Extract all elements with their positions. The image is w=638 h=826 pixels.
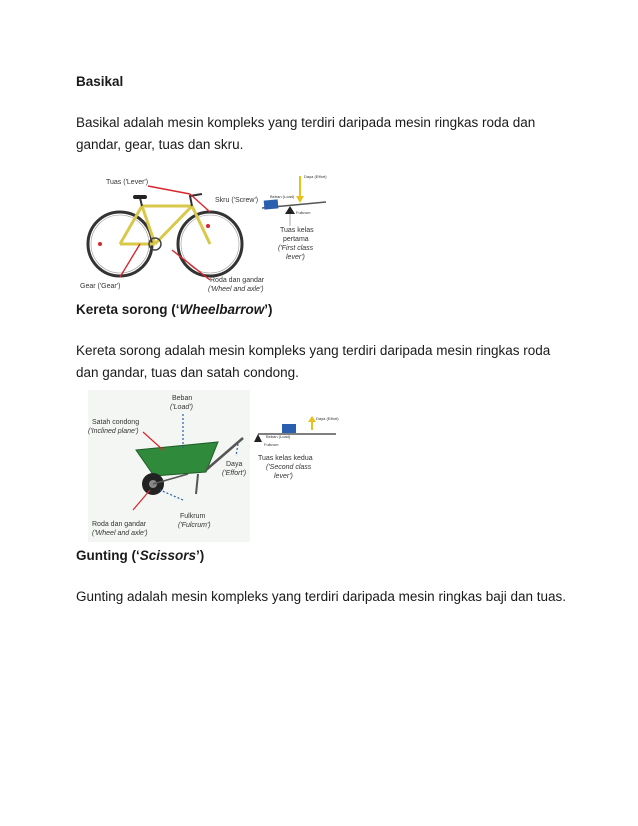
svg-text:('Effort'): ('Effort') xyxy=(222,470,247,477)
section-heading-kereta-sorong: Kereta sorong (‘Wheelbarrow’) xyxy=(76,302,273,317)
label-roda-1: Roda dan gandar xyxy=(210,277,265,284)
svg-text:lever'): lever') xyxy=(286,254,305,261)
section-heading-gunting: Gunting (‘Scissors’) xyxy=(76,548,205,563)
bicycle-frame xyxy=(120,206,210,244)
load-box xyxy=(264,199,279,209)
svg-text:Beban (Load): Beban (Load) xyxy=(266,434,291,439)
svg-text:Daya (Effort): Daya (Effort) xyxy=(316,416,339,421)
svg-text:pertama: pertama xyxy=(283,236,309,243)
first-class-lever-diagram xyxy=(262,174,327,261)
svg-text:lever'): lever') xyxy=(274,473,293,480)
label-roda: Roda dan gandar xyxy=(92,521,147,528)
svg-text:('First class: ('First class xyxy=(278,245,314,252)
svg-text:('Fulcrum'): ('Fulcrum') xyxy=(178,522,211,529)
paragraph-kereta-sorong: Kereta sorong adalah mesin kompleks yang terdiri daripada mesin ringkas roda dan gandar, tuas dan satah condong. xyxy=(76,343,551,380)
svg-text:('Wheel and axle'): ('Wheel and axle') xyxy=(92,530,148,537)
svg-text:Beban (Load): Beban (Load) xyxy=(270,194,295,199)
label-fulkrum: Fulkrum xyxy=(180,513,206,520)
label-roda-2: ('Wheel and axle') xyxy=(208,286,264,293)
svg-text:('Inclined plane'): ('Inclined plane') xyxy=(88,428,139,435)
label-beban: Beban xyxy=(172,395,193,402)
label-tuas-kelas-1: Tuas kelas xyxy=(280,227,314,234)
svg-text:('Load'): ('Load') xyxy=(170,404,193,411)
saddle xyxy=(133,195,147,199)
load-box-2 xyxy=(282,424,296,433)
label-tuas-kelas-kedua: Tuas kelas kedua xyxy=(258,455,313,462)
label-satah: Satah condong xyxy=(92,419,140,426)
wheelbarrow-figure xyxy=(88,390,346,542)
bicycle-figure xyxy=(80,172,350,294)
label-skru: Skru ('Screw') xyxy=(215,197,259,204)
svg-text:('Second class: ('Second class xyxy=(266,464,312,471)
paragraph-basikal: Basikal adalah mesin kompleks yang terdiri daripada mesin ringkas roda dan gandar, gear, tuas dan skru. xyxy=(76,115,536,152)
label-gear: Gear ('Gear') xyxy=(80,283,121,290)
label-tuas: Tuas ('Lever') xyxy=(106,179,149,186)
svg-text:Fulkrum: Fulkrum xyxy=(296,210,311,215)
second-class-lever-diagram xyxy=(254,416,339,480)
svg-text:Daya (Effort): Daya (Effort) xyxy=(304,174,327,179)
fulcrum-triangle xyxy=(285,206,295,214)
svg-text:Fulkrum: Fulkrum xyxy=(264,442,279,447)
label-daya: Daya xyxy=(226,461,243,468)
section-heading-basikal: Basikal xyxy=(76,74,124,89)
paragraph-gunting: Gunting adalah mesin kompleks yang terdiri daripada mesin ringkas baji dan tuas. xyxy=(76,589,567,604)
